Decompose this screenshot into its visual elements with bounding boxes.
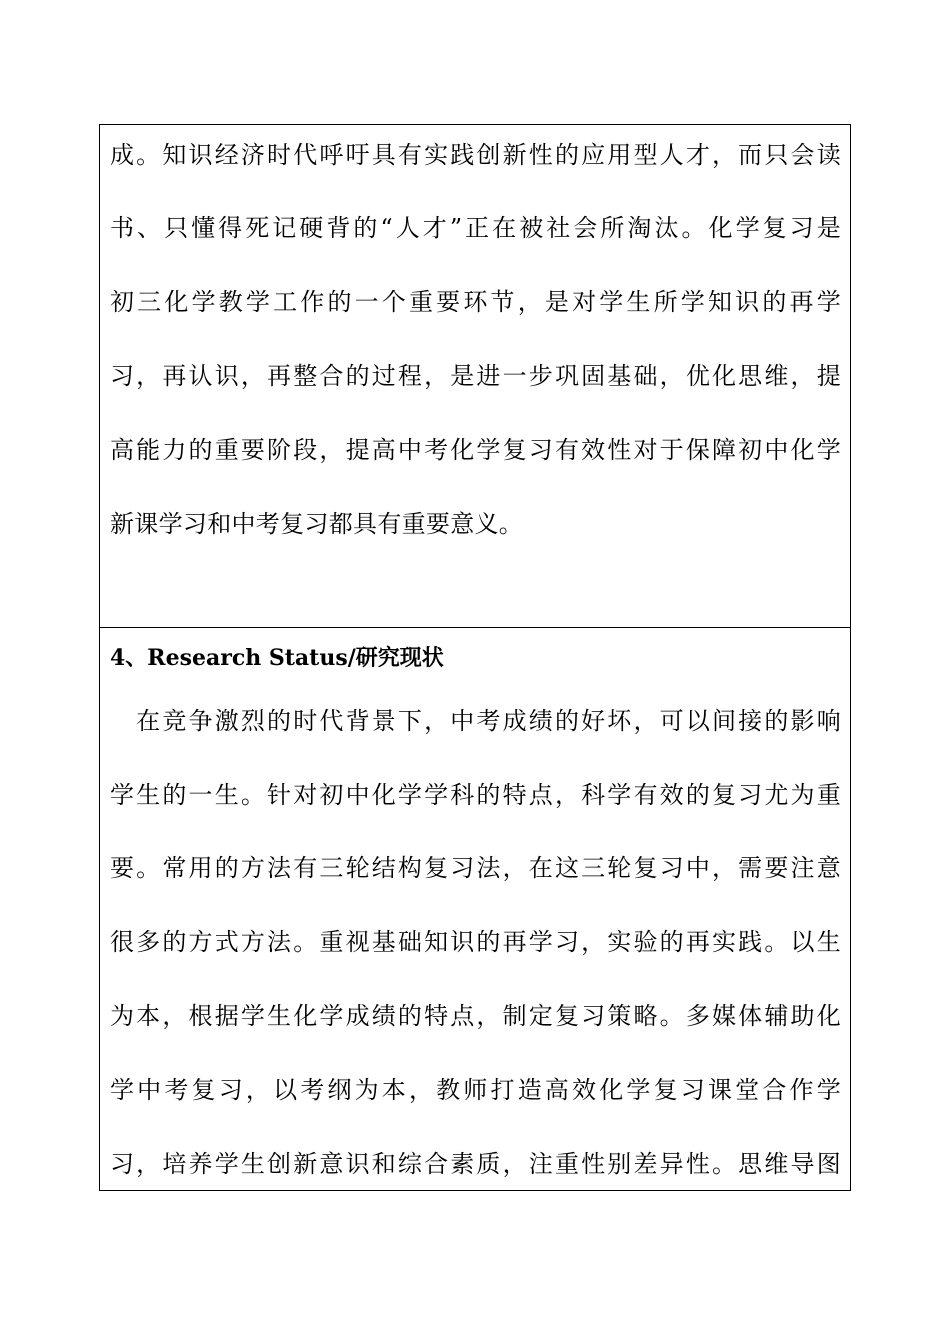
paragraph-line: 习，再认识，再整合的过程，是进一步巩固基础，优化思维，提 <box>110 362 841 390</box>
paragraph-line: 学中考复习，以考纲为本，教师打造高效化学复习课堂合作学 <box>110 1076 841 1104</box>
paragraph-line: 很多的方式方法。重视基础知识的再学习，实验的再实践。以生 <box>110 928 841 956</box>
paragraph-line: 初三化学教学工作的一个重要环节，是对学生所学知识的再学 <box>110 288 841 316</box>
paragraph-line: 学生的一生。针对初中化学学科的特点，科学有效的复习尤为重 <box>110 781 841 809</box>
background-cell <box>100 125 850 628</box>
section-heading: 4、Research Status/研究现状 <box>110 645 444 671</box>
paragraph-line: 在竞争激烈的时代背景下，中考成绩的好坏，可以间接的影响 <box>110 707 841 735</box>
paragraph-line: 成。知识经济时代呼吁具有实践创新性的应用型人才，而只会读 <box>110 141 841 169</box>
research-status-cell <box>100 628 850 1190</box>
paragraph-line: 要。常用的方法有三轮结构复习法，在这三轮复习中，需要注意 <box>110 854 841 882</box>
paragraph-line: 习，培养学生创新意识和综合素质，注重性别差异性。思维导图 <box>110 1150 841 1178</box>
paragraph-line: 书、只懂得死记硬背的“人才”正在被社会所淘汰。化学复习是 <box>110 214 841 242</box>
document-table <box>99 124 851 1191</box>
paragraph-line-last: 新课学习和中考复习都具有重要意义。 <box>110 510 524 538</box>
paragraph-line: 为本，根据学生化学成绩的特点，制定复习策略。多媒体辅助化 <box>110 1002 841 1030</box>
paragraph-line: 高能力的重要阶段，提高中考化学复习有效性对于保障初中化学 <box>110 436 841 464</box>
